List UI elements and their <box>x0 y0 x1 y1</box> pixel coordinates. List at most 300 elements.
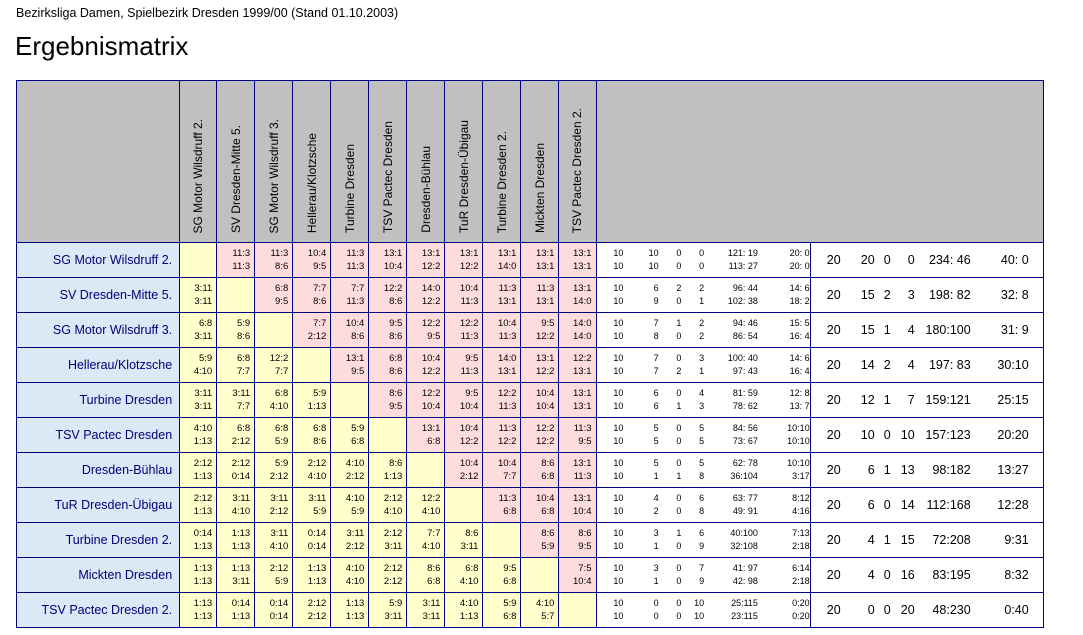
stat-value: 102: 38 <box>727 296 758 306</box>
result-first-leg: 11:3 <box>498 283 517 294</box>
total-value: 1 <box>883 533 891 547</box>
result-cell <box>331 558 369 593</box>
total-value: 98:182 <box>932 463 971 477</box>
stat-value: 4:16 <box>792 506 810 516</box>
table-row <box>17 558 1044 593</box>
total-stats <box>810 523 1043 558</box>
result-cell <box>331 523 369 558</box>
total-value: 0:40 <box>1004 603 1029 617</box>
total-value: 0 <box>883 498 891 512</box>
result-first-leg: 10:4 <box>535 493 555 504</box>
result-second-leg: 8:6 <box>389 296 403 307</box>
result-second-leg: 8:6 <box>313 296 327 307</box>
stat-value: 3 <box>653 563 659 573</box>
result-cell <box>331 313 369 348</box>
result-cell <box>521 313 559 348</box>
stat-value: 0 <box>676 541 682 551</box>
stat-value: 10 <box>613 436 624 446</box>
result-cell <box>407 313 445 348</box>
result-second-leg: 2:12 <box>383 576 403 587</box>
opponent-header-label: TSV Pactec Dresden 2. <box>570 107 585 233</box>
self-cell <box>217 278 255 313</box>
result-second-leg: 11:3 <box>346 261 365 272</box>
result-first-leg: 12:2 <box>269 353 289 364</box>
result-first-leg: 6:8 <box>198 318 213 329</box>
stat-value: 81: 59 <box>732 388 758 398</box>
total-stats <box>810 593 1043 628</box>
result-second-leg: 8:6 <box>351 331 365 342</box>
result-second-leg: 1:13 <box>345 611 365 622</box>
result-first-leg: 7:7 <box>351 283 365 294</box>
self-cell <box>255 313 293 348</box>
team-name[interactable]: SG Motor Wilsdruff 3. <box>17 313 180 348</box>
result-first-leg: 4:10 <box>345 563 365 574</box>
result-first-leg: 6:8 <box>275 283 289 294</box>
result-first-leg: 12:2 <box>535 423 555 434</box>
total-value: 20 <box>826 568 841 582</box>
total-value: 20 <box>826 463 841 477</box>
result-first-leg: 13:1 <box>383 248 403 259</box>
result-cell <box>483 348 521 383</box>
result-cell <box>369 523 407 558</box>
result-cell <box>521 488 559 523</box>
stat-value: 0 <box>676 436 682 446</box>
total-stats <box>810 453 1043 488</box>
stat-value: 42: 98 <box>732 576 758 586</box>
opponent-header <box>369 81 407 243</box>
result-first-leg: 13:1 <box>573 283 592 294</box>
opponent-header <box>331 81 369 243</box>
result-cell <box>407 278 445 313</box>
result-cell <box>369 348 407 383</box>
result-second-leg: 4:10 <box>231 506 251 517</box>
self-cell <box>369 418 407 453</box>
result-second-leg: 2:12 <box>269 506 289 517</box>
result-cell <box>407 383 445 418</box>
table-row <box>17 453 1044 488</box>
stat-value: 9 <box>653 296 659 306</box>
result-cell <box>293 313 331 348</box>
stat-value: 5 <box>653 458 659 468</box>
stat-value: 8 <box>653 331 659 341</box>
result-cell <box>255 243 293 278</box>
stat-value: 1 <box>653 471 659 481</box>
stat-value: 6 <box>653 401 659 411</box>
total-stats <box>810 243 1043 278</box>
table-row <box>17 313 1044 348</box>
total-value: 7 <box>907 393 915 407</box>
team-name[interactable]: TSV Pactec Dresden 2. <box>17 593 180 628</box>
result-first-leg: 14:0 <box>573 318 592 329</box>
second-round-stats <box>597 505 810 518</box>
result-cell <box>217 243 255 278</box>
result-second-leg: 0:14 <box>269 611 289 622</box>
team-name[interactable]: Turbine Dresden 2. <box>17 523 180 558</box>
result-first-leg: 10:4 <box>497 318 517 329</box>
stat-value: 0 <box>676 353 682 363</box>
stat-value: 5 <box>699 436 705 446</box>
stat-value: 2:18 <box>792 576 810 586</box>
result-second-leg: 6:8 <box>541 506 555 517</box>
result-cell <box>369 313 407 348</box>
stat-value: 13: 7 <box>789 401 810 411</box>
result-second-leg: 3:11 <box>422 611 441 622</box>
second-round-stats <box>597 330 810 343</box>
opponent-header <box>293 81 331 243</box>
total-value: 15 <box>860 288 875 302</box>
stat-value: 0 <box>653 598 659 608</box>
result-second-leg: 9:5 <box>578 436 592 447</box>
result-second-leg: 5:9 <box>275 576 289 587</box>
result-cell <box>293 593 331 628</box>
stat-value: 0 <box>699 248 705 258</box>
team-name[interactable]: Dresden-Bühlau <box>17 453 180 488</box>
total-value: 15 <box>900 533 915 547</box>
result-first-leg: 12:2 <box>421 388 441 399</box>
result-second-leg: 1:13 <box>459 611 479 622</box>
result-cell <box>180 558 217 593</box>
stat-value: 1 <box>653 541 659 551</box>
result-second-leg: 1:13 <box>193 506 213 517</box>
total-stats <box>810 418 1043 453</box>
result-second-leg: 11:3 <box>460 331 479 342</box>
result-second-leg: 2:12 <box>269 471 289 482</box>
total-value: 13:27 <box>997 463 1029 477</box>
result-second-leg: 5:9 <box>275 436 289 447</box>
result-first-leg: 3:11 <box>422 598 441 609</box>
result-first-leg: 2:12 <box>193 493 213 504</box>
opponent-header-label: Dresden-Bühlau <box>418 146 433 233</box>
stat-value: 0 <box>676 598 682 608</box>
result-cell <box>180 348 217 383</box>
total-value: 20 <box>826 498 841 512</box>
round-stats <box>596 558 810 593</box>
team-name[interactable]: TSV Pactec Dresden <box>17 418 180 453</box>
total-stats <box>810 348 1043 383</box>
result-second-leg: 2:12 <box>307 611 327 622</box>
result-first-leg: 8:6 <box>389 458 403 469</box>
result-first-leg: 3:11 <box>270 493 289 504</box>
result-first-leg: 6:8 <box>237 353 251 364</box>
result-second-leg: 7:7 <box>275 366 289 377</box>
header-filler <box>596 81 1044 243</box>
total-value: 20 <box>826 288 841 302</box>
result-first-leg: 0:14 <box>193 528 213 539</box>
team-name[interactable]: TuR Dresden-Übigau <box>17 488 180 523</box>
opponent-header-label: SG Motor Wilsdruff 2. <box>191 118 206 233</box>
stat-value: 8 <box>699 506 705 516</box>
team-name[interactable]: Mickten Dresden <box>17 558 180 593</box>
result-second-leg: 14:0 <box>573 331 592 342</box>
result-cell <box>217 558 255 593</box>
stat-value: 10 <box>613 388 624 398</box>
stat-value: 5 <box>653 436 659 446</box>
total-value: 12:28 <box>997 498 1029 512</box>
result-second-leg: 11:3 <box>573 471 592 482</box>
result-second-leg: 11:3 <box>460 296 479 307</box>
result-second-leg: 9:5 <box>427 331 441 342</box>
total-value: 20 <box>900 603 915 617</box>
result-cell <box>559 418 596 453</box>
result-cell <box>407 243 445 278</box>
stat-value: 86: 54 <box>732 331 758 341</box>
stat-value: 2 <box>699 283 705 293</box>
result-first-leg: 10:4 <box>345 318 365 329</box>
table-row <box>17 488 1044 523</box>
stat-value: 0 <box>699 261 705 271</box>
result-first-leg: 11:3 <box>232 248 251 259</box>
round-stats <box>596 453 810 488</box>
result-cell <box>255 383 293 418</box>
second-round-stats <box>597 435 810 448</box>
result-first-leg: 5:9 <box>198 353 213 364</box>
stat-value: 10:10 <box>787 458 810 468</box>
stat-value: 36:104 <box>730 471 758 481</box>
result-cell <box>521 278 559 313</box>
total-value: 4 <box>867 533 875 547</box>
result-second-leg: 10:4 <box>383 261 403 272</box>
result-second-leg: 2:12 <box>231 436 251 447</box>
result-cell <box>369 488 407 523</box>
result-first-leg: 11:3 <box>536 283 555 294</box>
result-first-leg: 13:1 <box>573 493 592 504</box>
result-cell <box>559 523 596 558</box>
result-first-leg: 5:9 <box>389 598 403 609</box>
result-second-leg: 1:13 <box>383 471 403 482</box>
result-first-leg: 13:1 <box>459 248 479 259</box>
stat-value: 5 <box>699 423 705 433</box>
result-cell <box>255 523 293 558</box>
table-row <box>17 523 1044 558</box>
opponent-header-label: Turbine Dresden 2. <box>494 130 509 233</box>
stat-value: 7:13 <box>792 528 810 538</box>
result-first-leg: 8:6 <box>541 458 555 469</box>
result-second-leg: 7:7 <box>237 366 251 377</box>
stat-value: 10 <box>613 353 624 363</box>
result-first-leg: 11:3 <box>270 248 289 259</box>
result-cell <box>559 278 596 313</box>
result-second-leg: 3:11 <box>384 541 403 552</box>
result-second-leg: 8:6 <box>313 436 327 447</box>
stat-value: 0 <box>676 563 682 573</box>
result-first-leg: 6:8 <box>389 353 403 364</box>
total-stats <box>810 278 1043 313</box>
result-first-leg: 13:1 <box>535 248 555 259</box>
result-first-leg: 13:1 <box>421 248 441 259</box>
stat-value: 6 <box>699 528 705 538</box>
result-cell <box>445 243 483 278</box>
result-second-leg: 4:10 <box>269 541 289 552</box>
stat-value: 113: 27 <box>728 261 758 271</box>
result-first-leg: 8:6 <box>541 528 555 539</box>
team-name[interactable]: SG Motor Wilsdruff 2. <box>17 243 180 278</box>
result-first-leg: 3:11 <box>194 283 213 294</box>
stat-value: 15: 5 <box>789 318 810 328</box>
team-name[interactable]: Turbine Dresden <box>17 383 180 418</box>
stat-value: 62: 78 <box>732 458 758 468</box>
result-second-leg: 4:10 <box>307 471 327 482</box>
result-second-leg: 13:1 <box>535 296 555 307</box>
result-cell <box>293 383 331 418</box>
result-cell <box>331 348 369 383</box>
result-second-leg: 6:8 <box>503 506 517 517</box>
stat-value: 10 <box>613 331 624 341</box>
result-cell <box>483 243 521 278</box>
total-value: 0 <box>867 603 875 617</box>
second-round-stats <box>597 470 810 483</box>
stat-value: 10 <box>648 248 659 258</box>
result-second-leg: 4:10 <box>459 576 479 587</box>
result-first-leg: 8:6 <box>578 528 592 539</box>
result-second-leg: 9:5 <box>275 296 289 307</box>
total-value: 197: 83 <box>928 358 971 372</box>
total-stats <box>810 313 1043 348</box>
result-first-leg: 3:11 <box>232 493 251 504</box>
result-second-leg: 9:5 <box>389 401 403 412</box>
self-cell <box>407 453 445 488</box>
result-first-leg: 10:4 <box>459 458 479 469</box>
total-value: 0 <box>883 253 891 267</box>
total-value: 20 <box>826 323 841 337</box>
result-first-leg: 12:2 <box>573 353 592 364</box>
opponent-header-label: Hellerau/Klotzsche <box>304 132 319 233</box>
stat-value: 0 <box>653 611 659 621</box>
result-cell <box>255 278 293 313</box>
result-second-leg: 4:10 <box>193 366 213 377</box>
result-cell <box>293 558 331 593</box>
first-round-stats <box>597 422 810 435</box>
self-cell <box>180 243 217 278</box>
result-first-leg: 6:8 <box>237 423 251 434</box>
stat-value: 0 <box>676 248 682 258</box>
result-cell <box>445 278 483 313</box>
result-cell <box>180 593 217 628</box>
opponent-header-label: Turbine Dresden <box>342 144 357 233</box>
result-second-leg: 1:13 <box>231 611 251 622</box>
result-first-leg: 1:13 <box>193 563 213 574</box>
result-cell <box>217 383 255 418</box>
result-first-leg: 4:10 <box>193 423 213 434</box>
total-value: 48:230 <box>932 603 971 617</box>
result-cell <box>293 418 331 453</box>
round-stats <box>596 593 810 628</box>
stat-value: 1 <box>676 401 682 411</box>
total-value: 10 <box>860 428 875 442</box>
stat-value: 4 <box>653 493 659 503</box>
result-first-leg: 2:12 <box>307 598 327 609</box>
result-cell <box>180 278 217 313</box>
result-cell <box>369 593 407 628</box>
stat-value: 10:10 <box>787 423 810 433</box>
result-second-leg: 8:6 <box>237 331 251 342</box>
result-second-leg: 8:6 <box>275 261 289 272</box>
result-second-leg: 1:13 <box>193 436 213 447</box>
table-row <box>17 593 1044 628</box>
stat-value: 49: 91 <box>732 506 758 516</box>
total-stats <box>810 383 1043 418</box>
result-second-leg: 13:1 <box>497 296 517 307</box>
stat-value: 10 <box>648 261 659 271</box>
result-cell <box>521 453 559 488</box>
first-round-stats <box>597 387 810 400</box>
total-value: 40: 0 <box>1000 253 1029 267</box>
result-first-leg: 5:9 <box>503 598 517 609</box>
result-first-leg: 4:10 <box>345 493 365 504</box>
total-value: 6 <box>867 498 875 512</box>
matrix-corner <box>17 81 180 243</box>
page-subtitle: Bezirksliga Damen, Spielbezirk Dresden 1999/00 (Stand 01.10.2003) <box>16 6 399 20</box>
result-first-leg: 14:0 <box>421 283 441 294</box>
result-second-leg: 10:4 <box>535 401 555 412</box>
stat-value: 16: 4 <box>789 366 810 376</box>
self-cell <box>293 348 331 383</box>
stat-value: 63: 77 <box>732 493 758 503</box>
stat-value: 2 <box>676 283 682 293</box>
result-second-leg: 9:5 <box>351 366 365 377</box>
result-second-leg: 3:11 <box>460 541 479 552</box>
result-second-leg: 6:8 <box>503 576 517 587</box>
result-first-leg: 4:10 <box>345 458 365 469</box>
team-name[interactable]: Hellerau/Klotzsche <box>17 348 180 383</box>
total-value: 20 <box>826 533 841 547</box>
result-second-leg: 1:13 <box>193 541 213 552</box>
total-value: 159:121 <box>925 393 971 407</box>
total-value: 0 <box>883 568 891 582</box>
stat-value: 2 <box>699 331 705 341</box>
result-first-leg: 5:9 <box>275 458 289 469</box>
result-cell <box>369 558 407 593</box>
first-round-stats <box>597 247 810 260</box>
result-first-leg: 5:9 <box>313 388 327 399</box>
stat-value: 10 <box>613 563 624 573</box>
result-cell <box>180 453 217 488</box>
total-value: 20 <box>826 393 841 407</box>
result-cell <box>293 523 331 558</box>
result-second-leg: 5:7 <box>541 611 555 622</box>
result-first-leg: 0:14 <box>307 528 327 539</box>
stat-value: 3 <box>699 401 705 411</box>
result-second-leg: 13:1 <box>573 401 592 412</box>
result-cell <box>483 593 521 628</box>
result-cell <box>559 488 596 523</box>
result-second-leg: 3:11 <box>194 401 213 412</box>
result-second-leg: 13:1 <box>535 261 555 272</box>
result-first-leg: 9:5 <box>465 388 479 399</box>
stat-value: 6 <box>699 493 705 503</box>
stat-value: 10 <box>613 493 624 503</box>
result-cell <box>445 418 483 453</box>
self-cell <box>483 523 521 558</box>
total-value: 112:168 <box>926 498 971 512</box>
result-second-leg: 12:2 <box>421 366 441 377</box>
stat-value: 16: 4 <box>789 331 810 341</box>
total-value: 10 <box>900 428 915 442</box>
result-first-leg: 13:1 <box>497 248 517 259</box>
result-cell <box>331 593 369 628</box>
result-first-leg: 2:12 <box>193 458 213 469</box>
result-cell <box>407 488 445 523</box>
result-cell <box>483 418 521 453</box>
stat-value: 1 <box>699 366 705 376</box>
stat-value: 1 <box>676 318 682 328</box>
result-second-leg: 4:10 <box>421 541 441 552</box>
round-stats <box>596 523 810 558</box>
stat-value: 10 <box>613 541 624 551</box>
result-cell <box>369 453 407 488</box>
stat-value: 78: 62 <box>732 401 758 411</box>
team-name[interactable]: SV Dresden-Mitte 5. <box>17 278 180 313</box>
first-round-stats <box>597 527 810 540</box>
